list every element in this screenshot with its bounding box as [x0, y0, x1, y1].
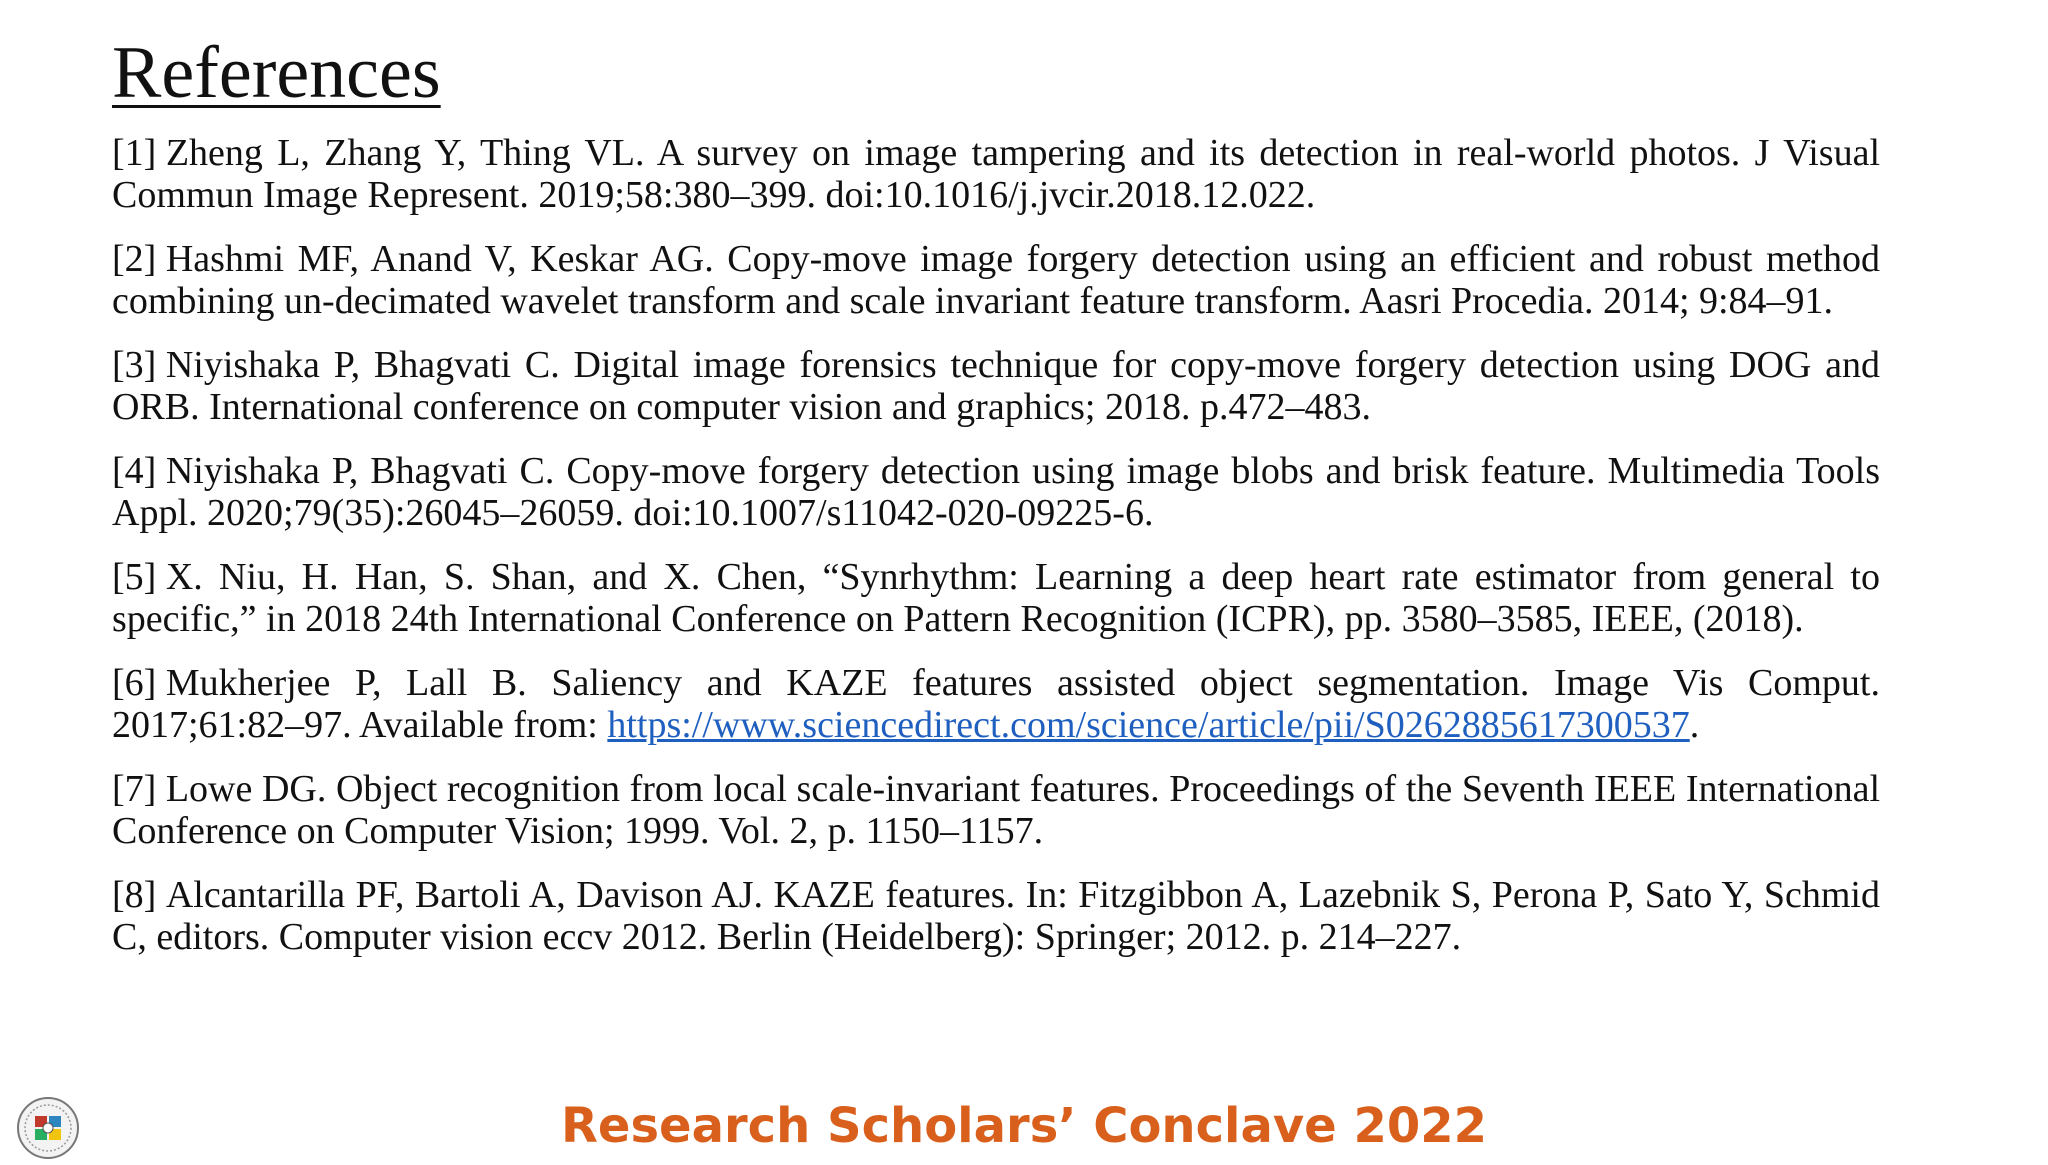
- reference-list: [112, 132, 1880, 980]
- reference-number: [6]: [112, 662, 157, 704]
- reference-item-7: [112, 768, 1880, 852]
- page-title: References: [112, 32, 441, 114]
- reference-number: [4]: [112, 450, 157, 492]
- reference-number: [1]: [112, 132, 157, 174]
- reference-item-5: [112, 556, 1880, 640]
- reference-item-6: [112, 662, 1880, 746]
- reference-number: [3]: [112, 344, 157, 386]
- reference-text: Niyishaka P, Bhagvati C. Copy-move forgery detection using image blobs and brisk feature. Multimedia Tools Appl. 2020;79(35):26045–26059. doi:10.1007/s11042-020-09225-6.: [112, 450, 1880, 534]
- reference-number: [5]: [112, 556, 157, 598]
- reference-item-3: [112, 344, 1880, 428]
- reference-number: [2]: [112, 238, 157, 280]
- reference-text: X. Niu, H. Han, S. Shan, and X. Chen, “Synrhythm: Learning a deep heart rate estimator from general to specific,” in 2018 24th International Conference on Pattern Recognition (ICPR), pp. 3580–3585, IEEE, (2018).: [112, 556, 1880, 640]
- reference-text: Hashmi MF, Anand V, Keskar AG. Copy-move image forgery detection using an efficient and robust method combining un-decimated wavelet transform and scale invariant feature transform. Aasri Procedia. 2014; 9:84–91.: [112, 238, 1880, 322]
- reference-text: Alcantarilla PF, Bartoli A, Davison AJ. KAZE features. In: Fitzgibbon A, Lazebnik S, Perona P, Sato Y, Schmid C, editors. Computer vision eccv 2012. Berlin (Heidelberg): Springer; 2012. p. 214–227.: [112, 874, 1880, 958]
- reference-link[interactable]: https://www.sciencedirect.com/science/article/pii/S0262885617300537: [607, 704, 1690, 746]
- reference-text: Mukherjee P, Lall B. Saliency and KAZE features assisted object segmentation. Image Vis Comput. 2017;61:82–97. Available from:: [112, 662, 1880, 746]
- reference-number: [8]: [112, 874, 157, 916]
- reference-text: Zheng L, Zhang Y, Thing VL. A survey on image tampering and its detection in real-world photos. J Visual Commun Image Represent. 2019;58:380–399. doi:10.1016/j.jvcir.2018.12.022.: [112, 132, 1880, 216]
- reference-item-4: [112, 450, 1880, 534]
- reference-item-8: [112, 874, 1880, 958]
- reference-item-2: [112, 238, 1880, 322]
- reference-number: [7]: [112, 768, 157, 810]
- reference-text: Niyishaka P, Bhagvati C. Digital image forensics technique for copy-move forgery detection using DOG and ORB. International conference on computer vision and graphics; 2018. p.472–483.: [112, 344, 1880, 428]
- reference-item-1: [112, 132, 1880, 216]
- footer-conference-title: Research Scholars’ Conclave 2022: [560, 1098, 1488, 1154]
- reference-text: Lowe DG. Object recognition from local scale-invariant features. Proceedings of the Seventh IEEE International Conference on Computer Vision; 1999. Vol. 2, p. 1150–1157.: [112, 768, 1880, 852]
- reference-text-end: .: [1689, 704, 1700, 746]
